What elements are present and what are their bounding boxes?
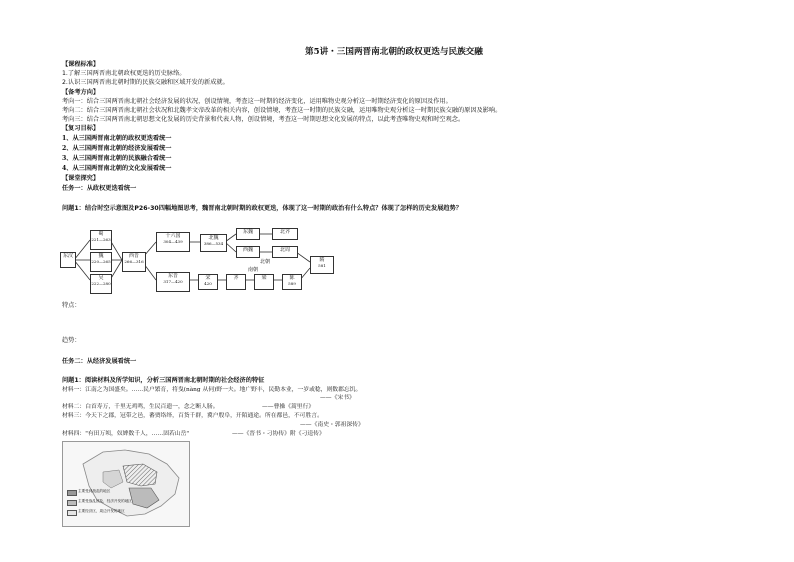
timeline-node [156,232,190,252]
timeline-node [198,274,218,290]
node-label: 宋 [205,275,211,281]
node-years: 222—280 [91,281,111,286]
timeline-node [272,246,298,258]
material-4-source: ——《晋书・刁协传》附《刁逵传》 [232,431,325,437]
timeline-node [60,252,76,268]
exam-header: 【备考方向】 [62,89,100,96]
legend-swatch [67,510,77,516]
node-label: 东汉 [62,253,73,259]
curriculum-item: 2.认识三国两晋南北朝时期的民族交融和区域开发的新成就。 [62,79,229,86]
timeline-node [272,228,298,240]
exam-item: 考向二：结合三国两晋南北朝社会状况和北魏孝文帝改革的相关内容，创设情境，考查这一时期的民族交融，运用唯物史观分析这一时期民族交融的原因及影响。 [62,107,502,114]
regime-timeline-diagram [60,228,340,296]
node-years: 304—439 [163,239,183,244]
node-years: 220—265 [91,259,111,264]
review-item: 4、从三国两晋南北朝的文化发展看统一 [62,165,172,172]
review-item: 1、从三国两晋南北朝的政权更迭看统一 [62,135,172,142]
node-label: 隋 [319,257,325,263]
legend-text: 主要受战乱波及，经济开发的地区 [78,499,132,503]
node-label: 齐 [233,275,239,281]
node-label: 北齐 [279,229,290,235]
node-label: 蜀 [98,231,104,237]
timeline-node [122,252,146,272]
node-years: 420 [204,281,212,286]
page-title: 第5讲・三国两晋南北朝的政权更迭与民族交融 [305,47,483,57]
review-item: 2、从三国两晋南北朝的经济发展看统一 [62,145,172,152]
material-2: 材料二：白首寿万，千里无鸡鸣，生民百遗一，念之断人肠。 [62,404,219,410]
node-label: 北周 [279,247,290,253]
legend-text: 主要受到战乱的地区 [78,489,111,493]
node-years: 386—534 [203,241,224,246]
review-item: 3、从三国两晋南北朝的民族融合看统一 [62,155,172,162]
timeline-node [282,274,302,290]
material-3-source: ——《南史・郭祖深传》 [300,422,364,428]
exam-item: 考向三：结合三国两晋南北朝思想文化发展的历史背景和代表人物，创设情境，考查这一时期思想文化发展的特点，以此考查唯物史观和时空观念。 [62,116,465,123]
node-label: 梁 [261,275,267,281]
material-4: 材料四："有田万顷，奴婢数千人，……固若山岳" [62,431,190,437]
material-3: 材料三：今天下之郡，冠带之邑，蕃贾络绎，百货千群，冀户殷阜，开陌通途。所在都邑，不可胜言。 [62,413,323,419]
material-1-source: ——《宋书》 [320,395,355,401]
beichao-label: 北朝 [260,259,271,265]
inquiry-header: 【课堂探究】 [62,175,100,182]
node-years: 221—263 [91,237,111,242]
task2-heading: 任务二：从经济发展看统一 [62,358,137,365]
curriculum-item: 1.了解三国两晋南北朝政权更迭的历史脉络。 [62,70,186,77]
material-1: 材料一：江南之为国盛矣。……民户繁育，将曳(nàng 从伺)野一夫。地广野丰，民勤本业，一岁或稔，则数郡忘饥。 [62,387,362,393]
node-label: 魏 [98,253,104,259]
timeline-node [156,272,190,292]
timeline-node [236,228,260,240]
legend-swatch [67,490,77,496]
node-years: 266—316 [124,259,144,264]
node-years: 589 [288,281,296,286]
timeline-node [200,234,227,252]
economic-region-map [62,441,190,527]
timeline-node [254,274,274,290]
node-label: 北魏 [208,235,219,241]
timeline-node [236,246,260,258]
timeline-node [90,252,112,272]
timeline-node [90,274,112,294]
question-2: 问题1：阅读材料及所学知识，分析三国两晋南北朝时期的社会经济的特征 [62,377,265,384]
node-label: 十六国 [165,233,181,239]
timeline-node [226,274,246,290]
curriculum-header: 【课程标准】 [62,61,100,68]
node-label: 东魏 [242,229,253,235]
node-label: 吴 [98,275,104,281]
legend-text: 主要经济区，周边开发的地区 [78,509,125,513]
node-label: 陈 [289,275,295,281]
timeline-node [90,230,112,250]
node-label: 西魏 [242,247,253,253]
node-years: 581 [318,263,326,268]
timeline-node [310,256,334,274]
task1-heading: 任务一：从政权更迭看统一 [62,185,137,192]
material-2-source: ——曹操《蒿里行》 [262,404,315,410]
legend-swatch [67,500,77,506]
review-header: 【复习目标】 [62,125,100,132]
question-1: 问题1：结合时空示意图及P26-30四幅地图思考，魏晋南北朝时期的政权更迭，体现了这一时期的政治有什么特点？体现了怎样的历史发展趋势？ [62,205,462,212]
feature-label: 特点： [62,302,81,309]
node-label: 西晋 [128,253,139,259]
nanchao-label: 南朝 [248,267,259,273]
node-label: 东晋 [167,273,178,279]
exam-item: 考向一：结合三国两晋南北朝社会经济发展的状况，创设情境，考查这一时期的经济变化，运用唯物史观分析这一时期经济变化的原因及作用。 [62,98,452,105]
node-years: 317—420 [163,279,183,284]
trend-label: 趋势： [62,337,81,344]
